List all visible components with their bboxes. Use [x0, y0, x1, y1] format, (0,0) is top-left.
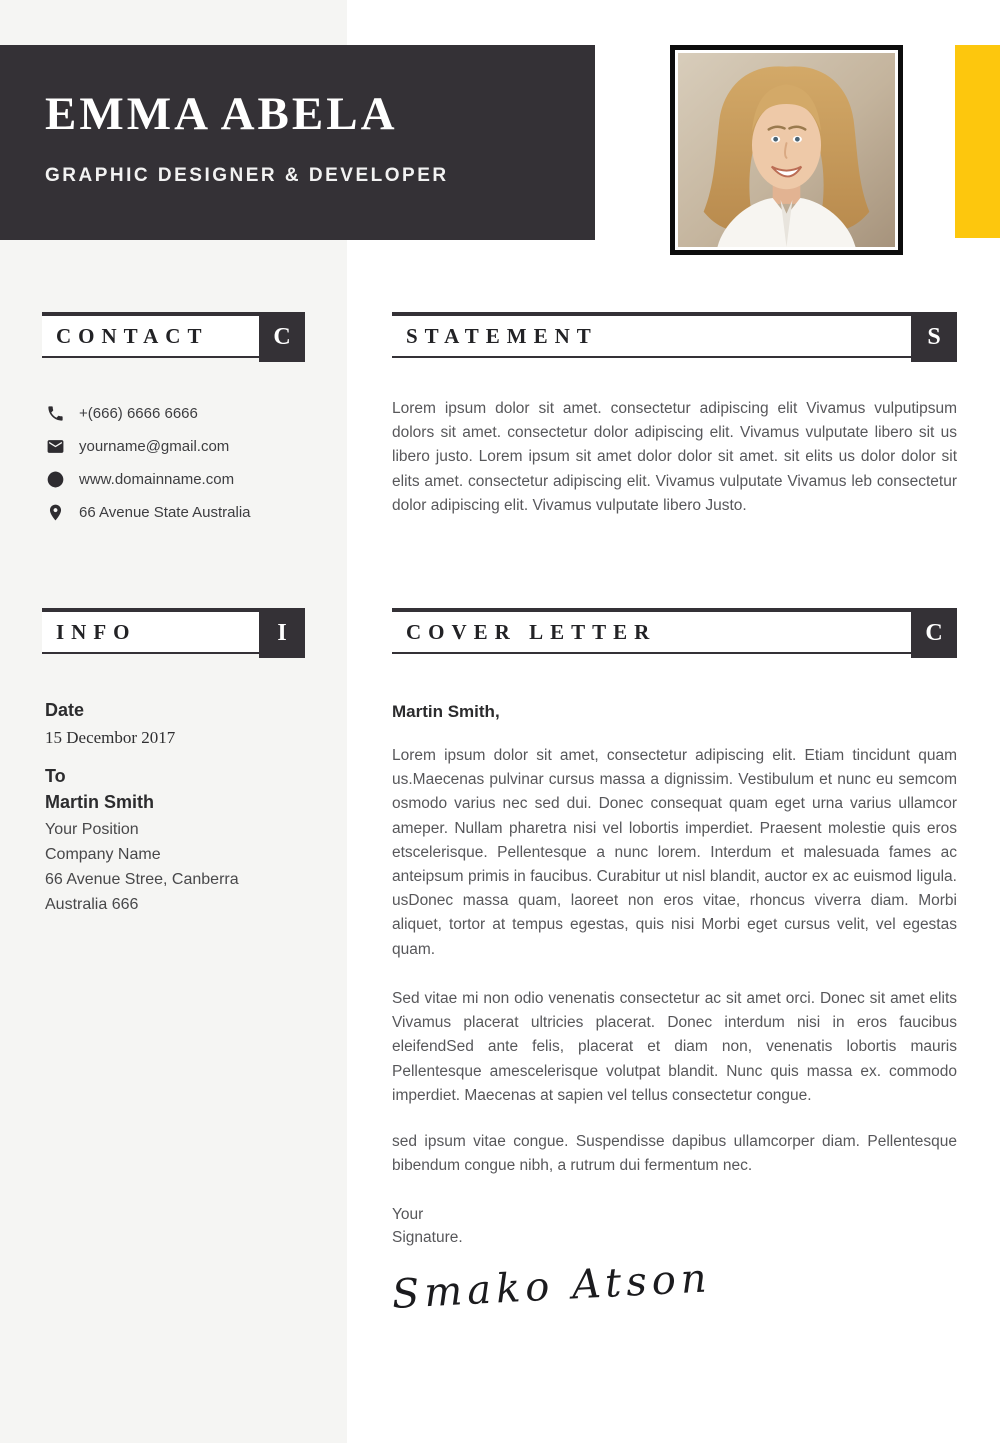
cover-letter-header-bar: [392, 608, 957, 654]
phone-icon: [45, 403, 65, 423]
cover-letter-paragraph-1: Lorem ipsum dolor sit amet, consectetur adipiscing elit. Etiam tincidunt quam us.Maecenas pulvinar cursus massa a dignissim. Vestibulum et nunc eu semcom osmodo varius nec sed dui. Donec consequat quam eget urna varius ullamcor ameper. Nullam pharetra nisi vel lobortis imperdiet. Praesent molestie quis eros etscelerisque. Pellentesque a nunc lorem. Interdum et malesuada fames ac anteipsum primis in faucibus. Curabitur ut nisl blandit, auctor ex ac euismod ligula. usDonec massa quam, laoreet non eros vitae, rhoncus viverra diam. Morbi aliquet, tortor at tempus egestas, quis nisi Morbi eget cursus velit, vel egestas quam.: [392, 747, 957, 958]
postal-address: 66 Avenue State Australia: [79, 503, 251, 521]
closing-block: [392, 1203, 463, 1249]
globe-icon: [45, 469, 65, 489]
contact-row-email: [45, 436, 325, 456]
handwritten-signature: Smako Atson: [390, 1255, 713, 1318]
date-block: [45, 700, 325, 748]
person-name: EMMA ABELA: [45, 88, 398, 140]
to-label: To: [45, 766, 66, 786]
header-band: [0, 45, 595, 240]
recipient-position: Your Position: [45, 821, 139, 838]
date-label: Date: [45, 700, 85, 720]
recipient-address-line-2: Australia 666: [45, 896, 139, 913]
date-value: 15 Decembor 2017: [45, 728, 176, 747]
statement-section-badge: S: [911, 312, 957, 362]
cover-letter-section-badge: C: [911, 608, 957, 658]
cover-letter-paragraph-2: Sed vitae mi non odio venenatis consectetur ac sit amet orci. Donec sit amet elits Vivamus placerat ultricies placerat. Donec interdum nisi in eros faucibus eleifendSed ante felis, placerat et diam non, venenatis lobortis mauris Pellentesque amescelerisque volutpat blandit. Nunc quis massa ex. commodo imperdiet. Maecenas at sapien vel tellus consectetur congue.: [392, 990, 957, 1104]
contact-list: [45, 403, 325, 535]
cover-letter-section-title: COVER LETTER: [406, 619, 657, 644]
contact-section-title: CONTACT: [56, 323, 209, 348]
contact-row-phone: [45, 403, 325, 423]
contact-section-header: [42, 312, 305, 362]
info-section-title: INFO: [56, 619, 137, 644]
website-url[interactable]: www.domainname.com: [79, 470, 235, 488]
statement-body: Lorem ipsum dolor sit amet. consectetur adipiscing elit Vivamus vulputipsum dolors sit amet. consectetur dolor adipiscing elit. Vivamus vulputate libero sit us libero justo. Lorem ipsum sit amet dolor dolor sit amet. sit elits us dolor dolor sit elits amet. consectetur adipiscing elit. Vivamus vulputate Vivamus leb consectetur dolor adipiscing elit. Vivamus vulputate libero Justo.: [392, 400, 957, 514]
contact-section-badge: C: [259, 312, 305, 362]
recipient-address-line-1: 66 Avenue Stree, Canberra: [45, 871, 239, 888]
closing-your: Your: [392, 1206, 424, 1223]
contact-row-address: [45, 502, 325, 522]
email-address[interactable]: yourname@gmail.com: [79, 437, 230, 455]
cover-letter-section-header: [392, 608, 957, 658]
location-icon: [45, 502, 65, 522]
info-section-header: [42, 608, 305, 658]
portrait-illustration: [678, 53, 895, 247]
recipient-block: [45, 766, 325, 917]
info-section-badge: I: [259, 608, 305, 658]
yellow-accent-bar: [955, 45, 1000, 238]
statement-section-header: [392, 312, 957, 362]
contact-row-website: [45, 469, 325, 489]
recipient-name: Martin Smith: [45, 792, 155, 812]
closing-signature-label: Signature.: [392, 1229, 463, 1246]
phone-number: +(666) 6666 6666: [79, 404, 198, 422]
salutation: Martin Smith,: [392, 702, 500, 721]
profile-photo: [670, 45, 903, 255]
statement-section-title: STATEMENT: [406, 323, 598, 348]
cover-letter-paragraph-3: sed ipsum vitae congue. Suspendisse dapibus ullamcorper diam. Pellentesque bibendum congue nibh, a rutrum dui fermentum nec.: [392, 1133, 957, 1175]
person-job-title: GRAPHIC DESIGNER & DEVELOPER: [45, 165, 449, 186]
email-icon: [45, 436, 65, 456]
statement-header-bar: [392, 312, 957, 358]
recipient-company: Company Name: [45, 846, 161, 863]
